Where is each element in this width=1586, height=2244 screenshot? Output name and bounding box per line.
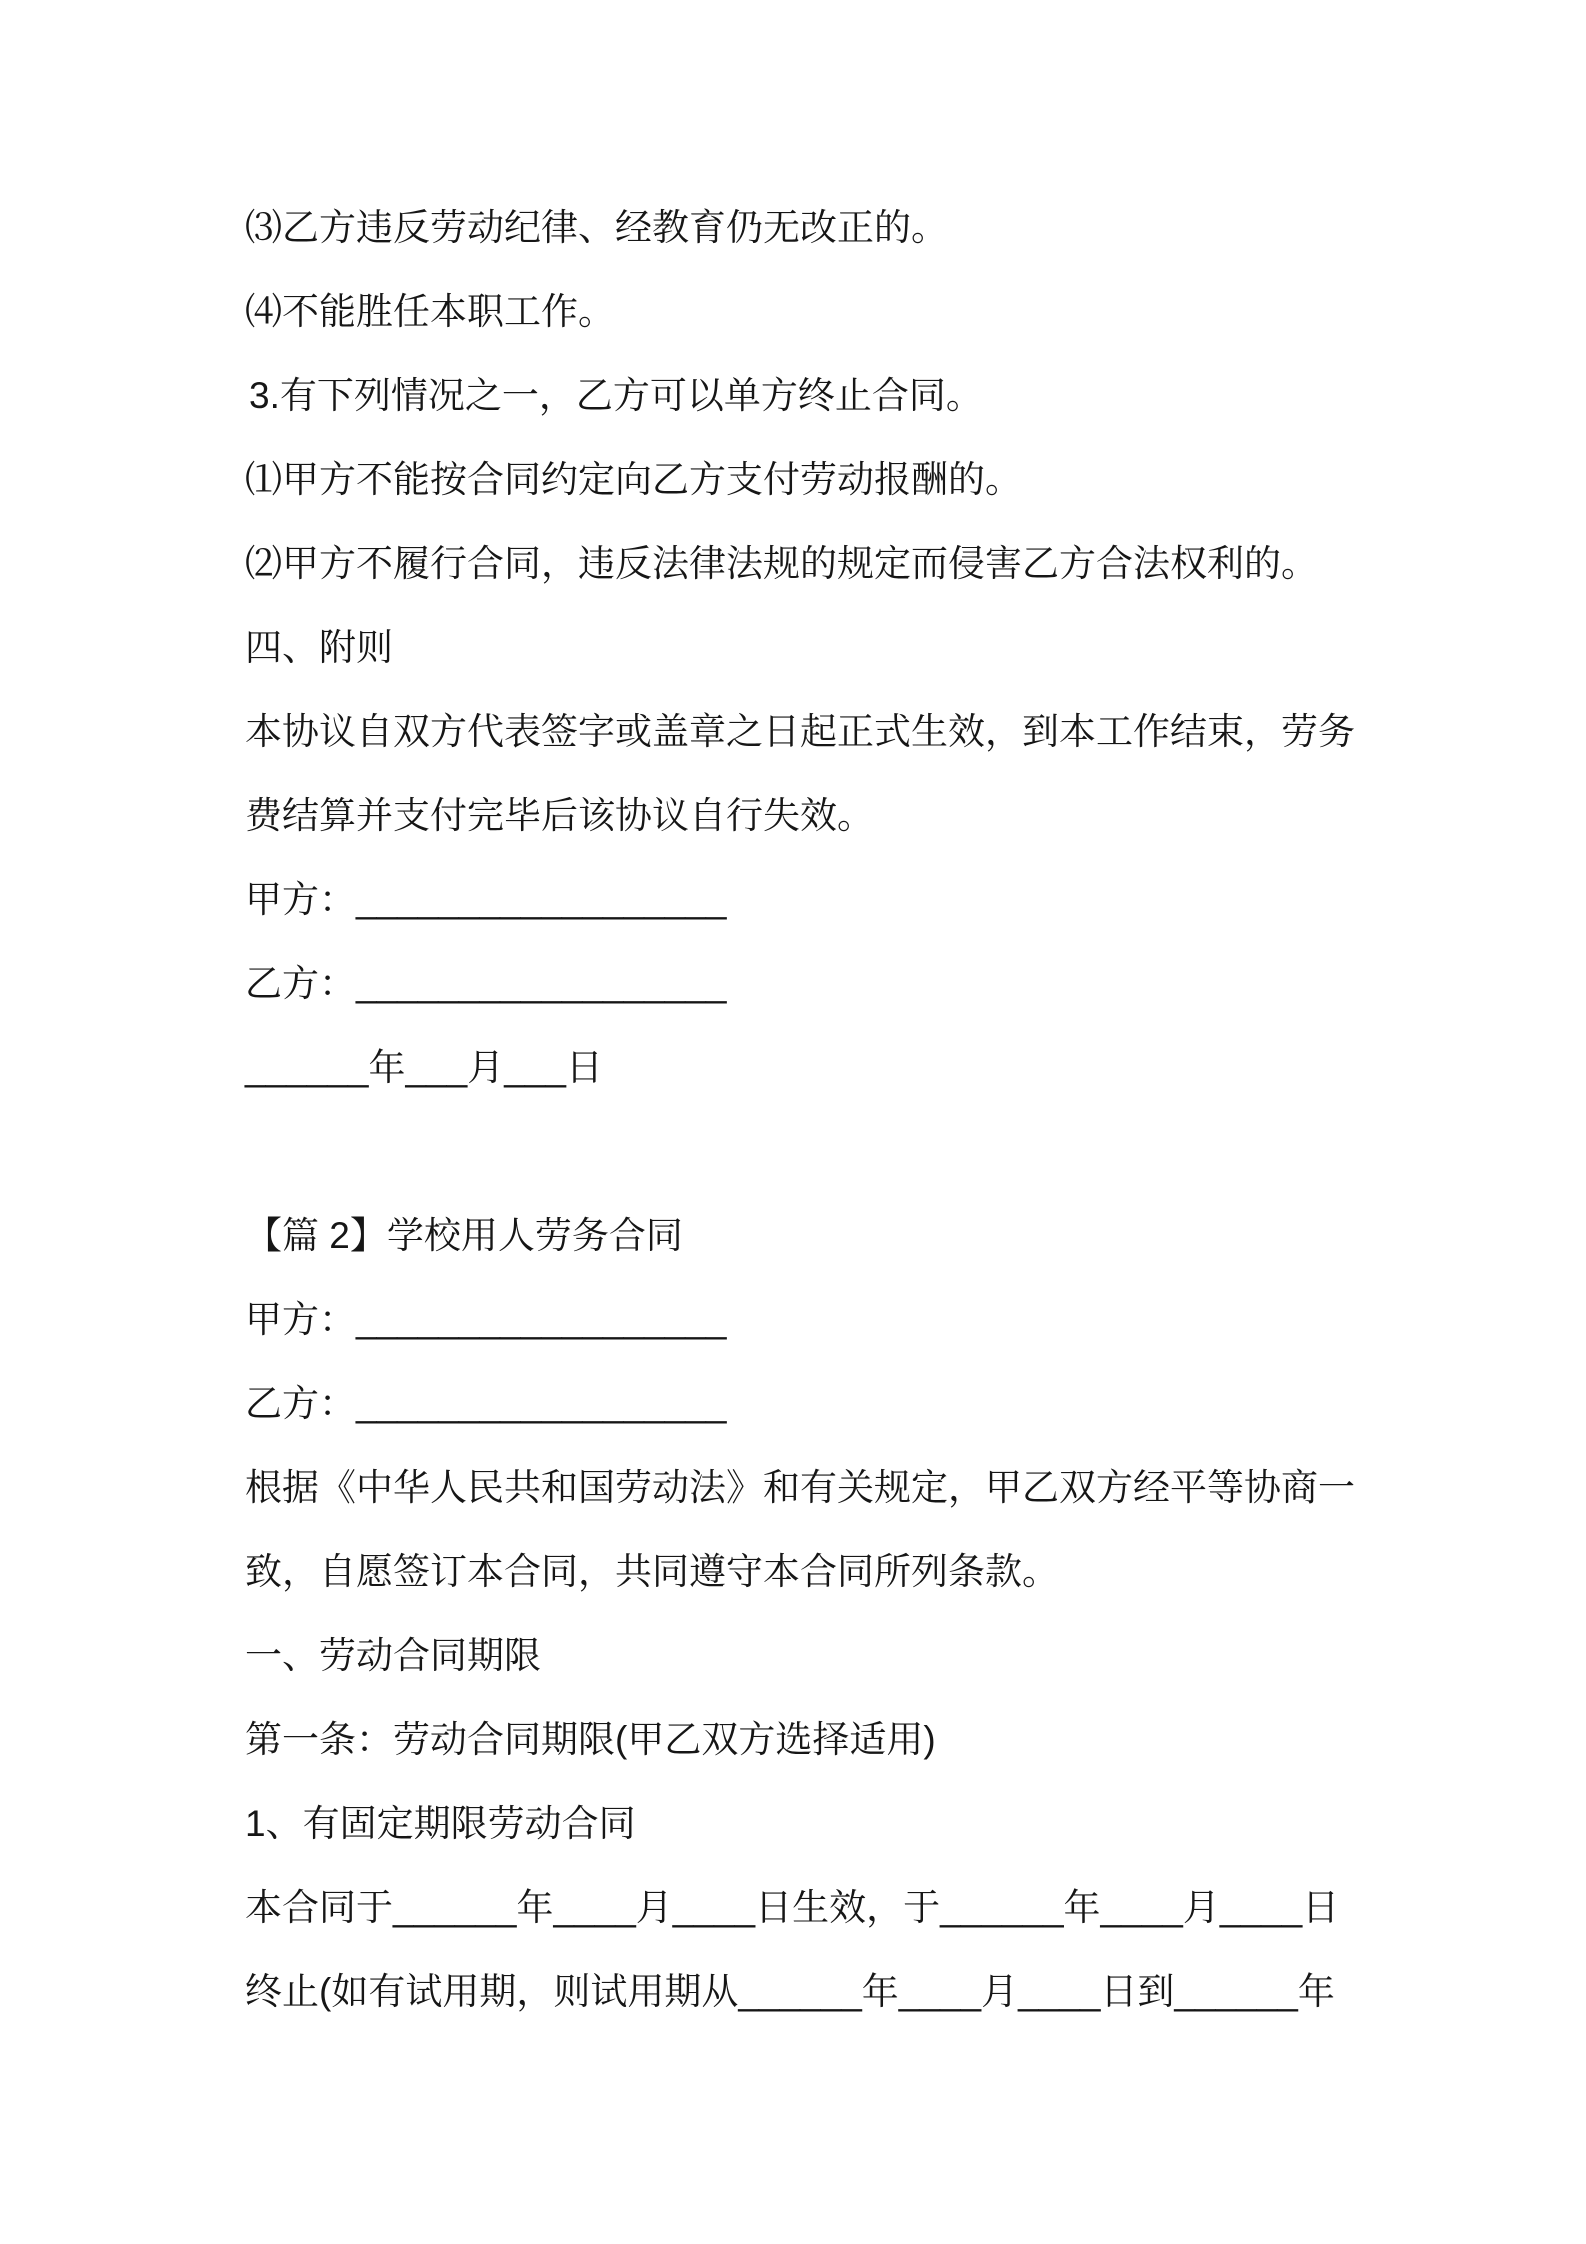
clause-3-item-2: ⑵甲方不履行合同，违反法律法规的规定而侵害乙方合法权利的。: [245, 543, 1318, 584]
item-1-heading: 1、有固定期限劳动合同: [245, 1803, 636, 1844]
party-a-signature: 甲方：__________________: [245, 879, 727, 920]
preamble-line-2: 致，自愿签订本合同，共同遵守本合同所列条款。: [245, 1551, 1059, 1592]
appendix-heading: 四、附则: [245, 627, 393, 668]
signature-date: ______年___月___日: [245, 1047, 603, 1088]
appendix-text-line-2: 费结算并支付完毕后该协议自行失效。: [245, 795, 874, 836]
contract-2-party-b: 乙方：__________________: [245, 1383, 727, 1424]
contract-2-party-a: 甲方：__________________: [245, 1299, 727, 1340]
item-1-line-2: 终止(如有试用期，则试用期从______年____月____日到______年: [245, 1971, 1335, 2012]
item-1-line-1: 本合同于______年____月____日生效，于______年____月____日: [245, 1887, 1340, 1928]
preamble-line-1: 根据《中华人民共和国劳动法》和有关规定，甲乙双方经平等协商一: [245, 1467, 1355, 1508]
section-1-heading: 一、劳动合同期限: [245, 1635, 541, 1676]
clause-3-item-1: ⑴甲方不能按合同约定向乙方支付劳动报酬的。: [245, 459, 1022, 500]
termination-item-3: ⑶乙方违反劳动纪律、经教育仍无改正的。: [245, 207, 948, 248]
termination-item-4: ⑷不能胜任本职工作。: [245, 291, 615, 332]
contract-2-title: 【篇 2】学校用人劳务合同: [245, 1215, 683, 1256]
appendix-text-line-1: 本协议自双方代表签字或盖章之日起正式生效，到本工作结束，劳务: [245, 711, 1355, 752]
section-gap: [245, 1110, 1586, 1194]
article-1: 第一条：劳动合同期限(甲乙双方选择适用): [245, 1719, 936, 1760]
clause-3-heading: 3.有下列情况之一，乙方可以单方终止合同。: [249, 375, 983, 416]
party-b-signature: 乙方：__________________: [245, 963, 727, 1004]
